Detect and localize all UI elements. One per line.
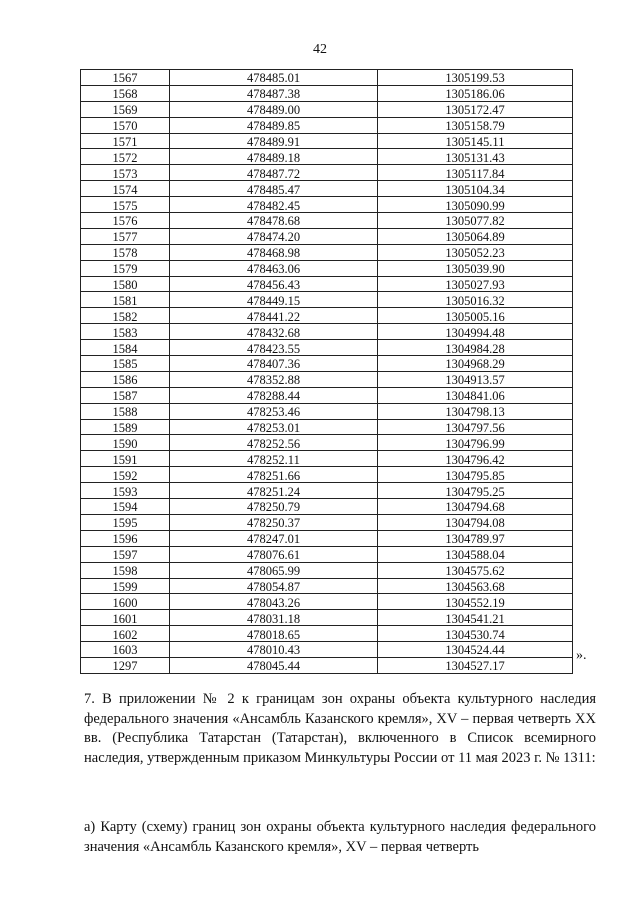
x-coordinate-cell: 478288.44 (170, 387, 378, 403)
x-coordinate-cell: 478252.11 (170, 451, 378, 467)
y-coordinate-cell: 1304552.19 (378, 594, 573, 610)
point-number-cell: 1570 (81, 117, 170, 133)
x-coordinate-cell: 478407.36 (170, 356, 378, 372)
paragraph-7-number: 7. (84, 691, 95, 707)
table-row (81, 626, 573, 642)
y-coordinate-cell: 1304524.44 (378, 642, 573, 658)
table-row (81, 657, 573, 673)
table-row (81, 499, 573, 515)
point-number-cell: 1594 (81, 499, 170, 515)
x-coordinate-cell: 478251.24 (170, 483, 378, 499)
x-coordinate-cell: 478250.37 (170, 514, 378, 530)
x-coordinate-cell: 478456.43 (170, 276, 378, 292)
y-coordinate-cell: 1304588.04 (378, 546, 573, 562)
table-row (81, 371, 573, 387)
x-coordinate-cell: 478054.87 (170, 578, 378, 594)
y-coordinate-cell: 1305145.11 (378, 133, 573, 149)
coordinates-table-body (81, 70, 573, 674)
subitem-a (84, 818, 596, 857)
table-row (81, 165, 573, 181)
point-number-cell: 1600 (81, 594, 170, 610)
x-coordinate-cell: 478423.55 (170, 340, 378, 356)
y-coordinate-cell: 1304541.21 (378, 610, 573, 626)
point-number-cell: 1601 (81, 610, 170, 626)
table-row (81, 181, 573, 197)
x-coordinate-cell: 478482.45 (170, 197, 378, 213)
y-coordinate-cell: 1305186.06 (378, 85, 573, 101)
paragraph-7-text: В приложении № 2 к границам зон охраны объекта культурного наследия федерального значения «Ансамбль Казанского кремля», XV – первая четверть XX вв. (Республика Татарстан (Татарстан), включенного в Список всемирного наследия, утвержденным приказом Минкультуры России от 11 мая 2023 г. № 1311: (84, 691, 597, 766)
table-row (81, 387, 573, 403)
y-coordinate-cell: 1304527.17 (378, 657, 573, 673)
x-coordinate-cell: 478252.56 (170, 435, 378, 451)
y-coordinate-cell: 1304794.08 (378, 514, 573, 530)
x-coordinate-cell: 478251.66 (170, 467, 378, 483)
y-coordinate-cell: 1305104.34 (378, 181, 573, 197)
x-coordinate-cell: 478253.01 (170, 419, 378, 435)
table-row (81, 101, 573, 117)
x-coordinate-cell: 478010.43 (170, 642, 378, 658)
y-coordinate-cell: 1304984.28 (378, 340, 573, 356)
table-row (81, 228, 573, 244)
y-coordinate-cell: 1304913.57 (378, 371, 573, 387)
y-coordinate-cell: 1304530.74 (378, 626, 573, 642)
x-coordinate-cell: 478463.06 (170, 260, 378, 276)
point-number-cell: 1584 (81, 340, 170, 356)
x-coordinate-cell: 478474.20 (170, 228, 378, 244)
point-number-cell: 1602 (81, 626, 170, 642)
point-number-cell: 1588 (81, 403, 170, 419)
y-coordinate-cell: 1305131.43 (378, 149, 573, 165)
table-row (81, 483, 573, 499)
y-coordinate-cell: 1305117.84 (378, 165, 573, 181)
x-coordinate-cell: 478441.22 (170, 308, 378, 324)
x-coordinate-cell: 478489.00 (170, 101, 378, 117)
y-coordinate-cell: 1305172.47 (378, 101, 573, 117)
point-number-cell: 1576 (81, 213, 170, 229)
subitem-a-text: а) Карту (схему) границ зон охраны объекта культурного наследия федерального значения «Ансамбль Казанского кремля», XV – первая четверть (84, 819, 596, 855)
y-coordinate-cell: 1305016.32 (378, 292, 573, 308)
point-number-cell: 1567 (81, 70, 170, 86)
point-number-cell: 1593 (81, 483, 170, 499)
table-row (81, 276, 573, 292)
x-coordinate-cell: 478485.01 (170, 70, 378, 86)
table-row (81, 260, 573, 276)
x-coordinate-cell: 478489.91 (170, 133, 378, 149)
y-coordinate-cell: 1305027.93 (378, 276, 573, 292)
table-row (81, 403, 573, 419)
x-coordinate-cell: 478250.79 (170, 499, 378, 515)
point-number-cell: 1595 (81, 514, 170, 530)
table-row (81, 610, 573, 626)
point-number-cell: 1582 (81, 308, 170, 324)
point-number-cell: 1577 (81, 228, 170, 244)
x-coordinate-cell: 478487.72 (170, 165, 378, 181)
point-number-cell: 1603 (81, 642, 170, 658)
x-coordinate-cell: 478065.99 (170, 562, 378, 578)
x-coordinate-cell: 478489.18 (170, 149, 378, 165)
y-coordinate-cell: 1304994.48 (378, 324, 573, 340)
y-coordinate-cell: 1304563.68 (378, 578, 573, 594)
point-number-cell: 1587 (81, 387, 170, 403)
point-number-cell: 1585 (81, 356, 170, 372)
x-coordinate-cell: 478043.26 (170, 594, 378, 610)
y-coordinate-cell: 1304795.85 (378, 467, 573, 483)
table-row (81, 356, 573, 372)
x-coordinate-cell: 478487.38 (170, 85, 378, 101)
y-coordinate-cell: 1304575.62 (378, 562, 573, 578)
y-coordinate-cell: 1305005.16 (378, 308, 573, 324)
point-number-cell: 1586 (81, 371, 170, 387)
table-row (81, 594, 573, 610)
table-row (81, 133, 573, 149)
table-row (81, 213, 573, 229)
x-coordinate-cell: 478076.61 (170, 546, 378, 562)
x-coordinate-cell: 478031.18 (170, 610, 378, 626)
y-coordinate-cell: 1304841.06 (378, 387, 573, 403)
y-coordinate-cell: 1304797.56 (378, 419, 573, 435)
table-row (81, 340, 573, 356)
x-coordinate-cell: 478489.85 (170, 117, 378, 133)
x-coordinate-cell: 478352.88 (170, 371, 378, 387)
y-coordinate-cell: 1304968.29 (378, 356, 573, 372)
coordinates-table (80, 69, 573, 674)
point-number-cell: 1581 (81, 292, 170, 308)
y-coordinate-cell: 1304795.25 (378, 483, 573, 499)
point-number-cell: 1568 (81, 85, 170, 101)
page-number: 42 (313, 42, 327, 57)
y-coordinate-cell: 1305077.82 (378, 213, 573, 229)
y-coordinate-cell: 1305039.90 (378, 260, 573, 276)
point-number-cell: 1580 (81, 276, 170, 292)
point-number-cell: 1571 (81, 133, 170, 149)
table-row (81, 85, 573, 101)
y-coordinate-cell: 1304794.68 (378, 499, 573, 515)
x-coordinate-cell: 478018.65 (170, 626, 378, 642)
point-number-cell: 1583 (81, 324, 170, 340)
table-row (81, 514, 573, 530)
table-row (81, 562, 573, 578)
point-number-cell: 1579 (81, 260, 170, 276)
y-coordinate-cell: 1305052.23 (378, 244, 573, 260)
x-coordinate-cell: 478045.44 (170, 657, 378, 673)
table-row (81, 244, 573, 260)
x-coordinate-cell: 478449.15 (170, 292, 378, 308)
x-coordinate-cell: 478478.68 (170, 213, 378, 229)
y-coordinate-cell: 1304796.99 (378, 435, 573, 451)
y-coordinate-cell: 1304789.97 (378, 530, 573, 546)
table-row (81, 578, 573, 594)
point-number-cell: 1590 (81, 435, 170, 451)
table-row (81, 308, 573, 324)
point-number-cell: 1297 (81, 657, 170, 673)
point-number-cell: 1578 (81, 244, 170, 260)
table-row (81, 117, 573, 133)
table-row (81, 467, 573, 483)
y-coordinate-cell: 1305199.53 (378, 70, 573, 86)
table-row (81, 149, 573, 165)
point-number-cell: 1599 (81, 578, 170, 594)
table-row (81, 197, 573, 213)
table-row (81, 70, 573, 86)
y-coordinate-cell: 1304798.13 (378, 403, 573, 419)
point-number-cell: 1598 (81, 562, 170, 578)
y-coordinate-cell: 1305090.99 (378, 197, 573, 213)
table-row (81, 642, 573, 658)
point-number-cell: 1597 (81, 546, 170, 562)
y-coordinate-cell: 1305064.89 (378, 228, 573, 244)
point-number-cell: 1572 (81, 149, 170, 165)
point-number-cell: 1574 (81, 181, 170, 197)
point-number-cell: 1573 (81, 165, 170, 181)
x-coordinate-cell: 478485.47 (170, 181, 378, 197)
y-coordinate-cell: 1304796.42 (378, 451, 573, 467)
paragraph-7 (84, 690, 596, 768)
x-coordinate-cell: 478253.46 (170, 403, 378, 419)
table-row (81, 324, 573, 340)
table-row (81, 419, 573, 435)
table-row (81, 530, 573, 546)
y-coordinate-cell: 1305158.79 (378, 117, 573, 133)
point-number-cell: 1596 (81, 530, 170, 546)
point-number-cell: 1589 (81, 419, 170, 435)
point-number-cell: 1575 (81, 197, 170, 213)
x-coordinate-cell: 478432.68 (170, 324, 378, 340)
table-row (81, 546, 573, 562)
x-coordinate-cell: 478247.01 (170, 530, 378, 546)
point-number-cell: 1592 (81, 467, 170, 483)
point-number-cell: 1569 (81, 101, 170, 117)
x-coordinate-cell: 478468.98 (170, 244, 378, 260)
table-row (81, 435, 573, 451)
closing-quote: ». (576, 648, 587, 663)
table-row (81, 451, 573, 467)
point-number-cell: 1591 (81, 451, 170, 467)
table-row (81, 292, 573, 308)
